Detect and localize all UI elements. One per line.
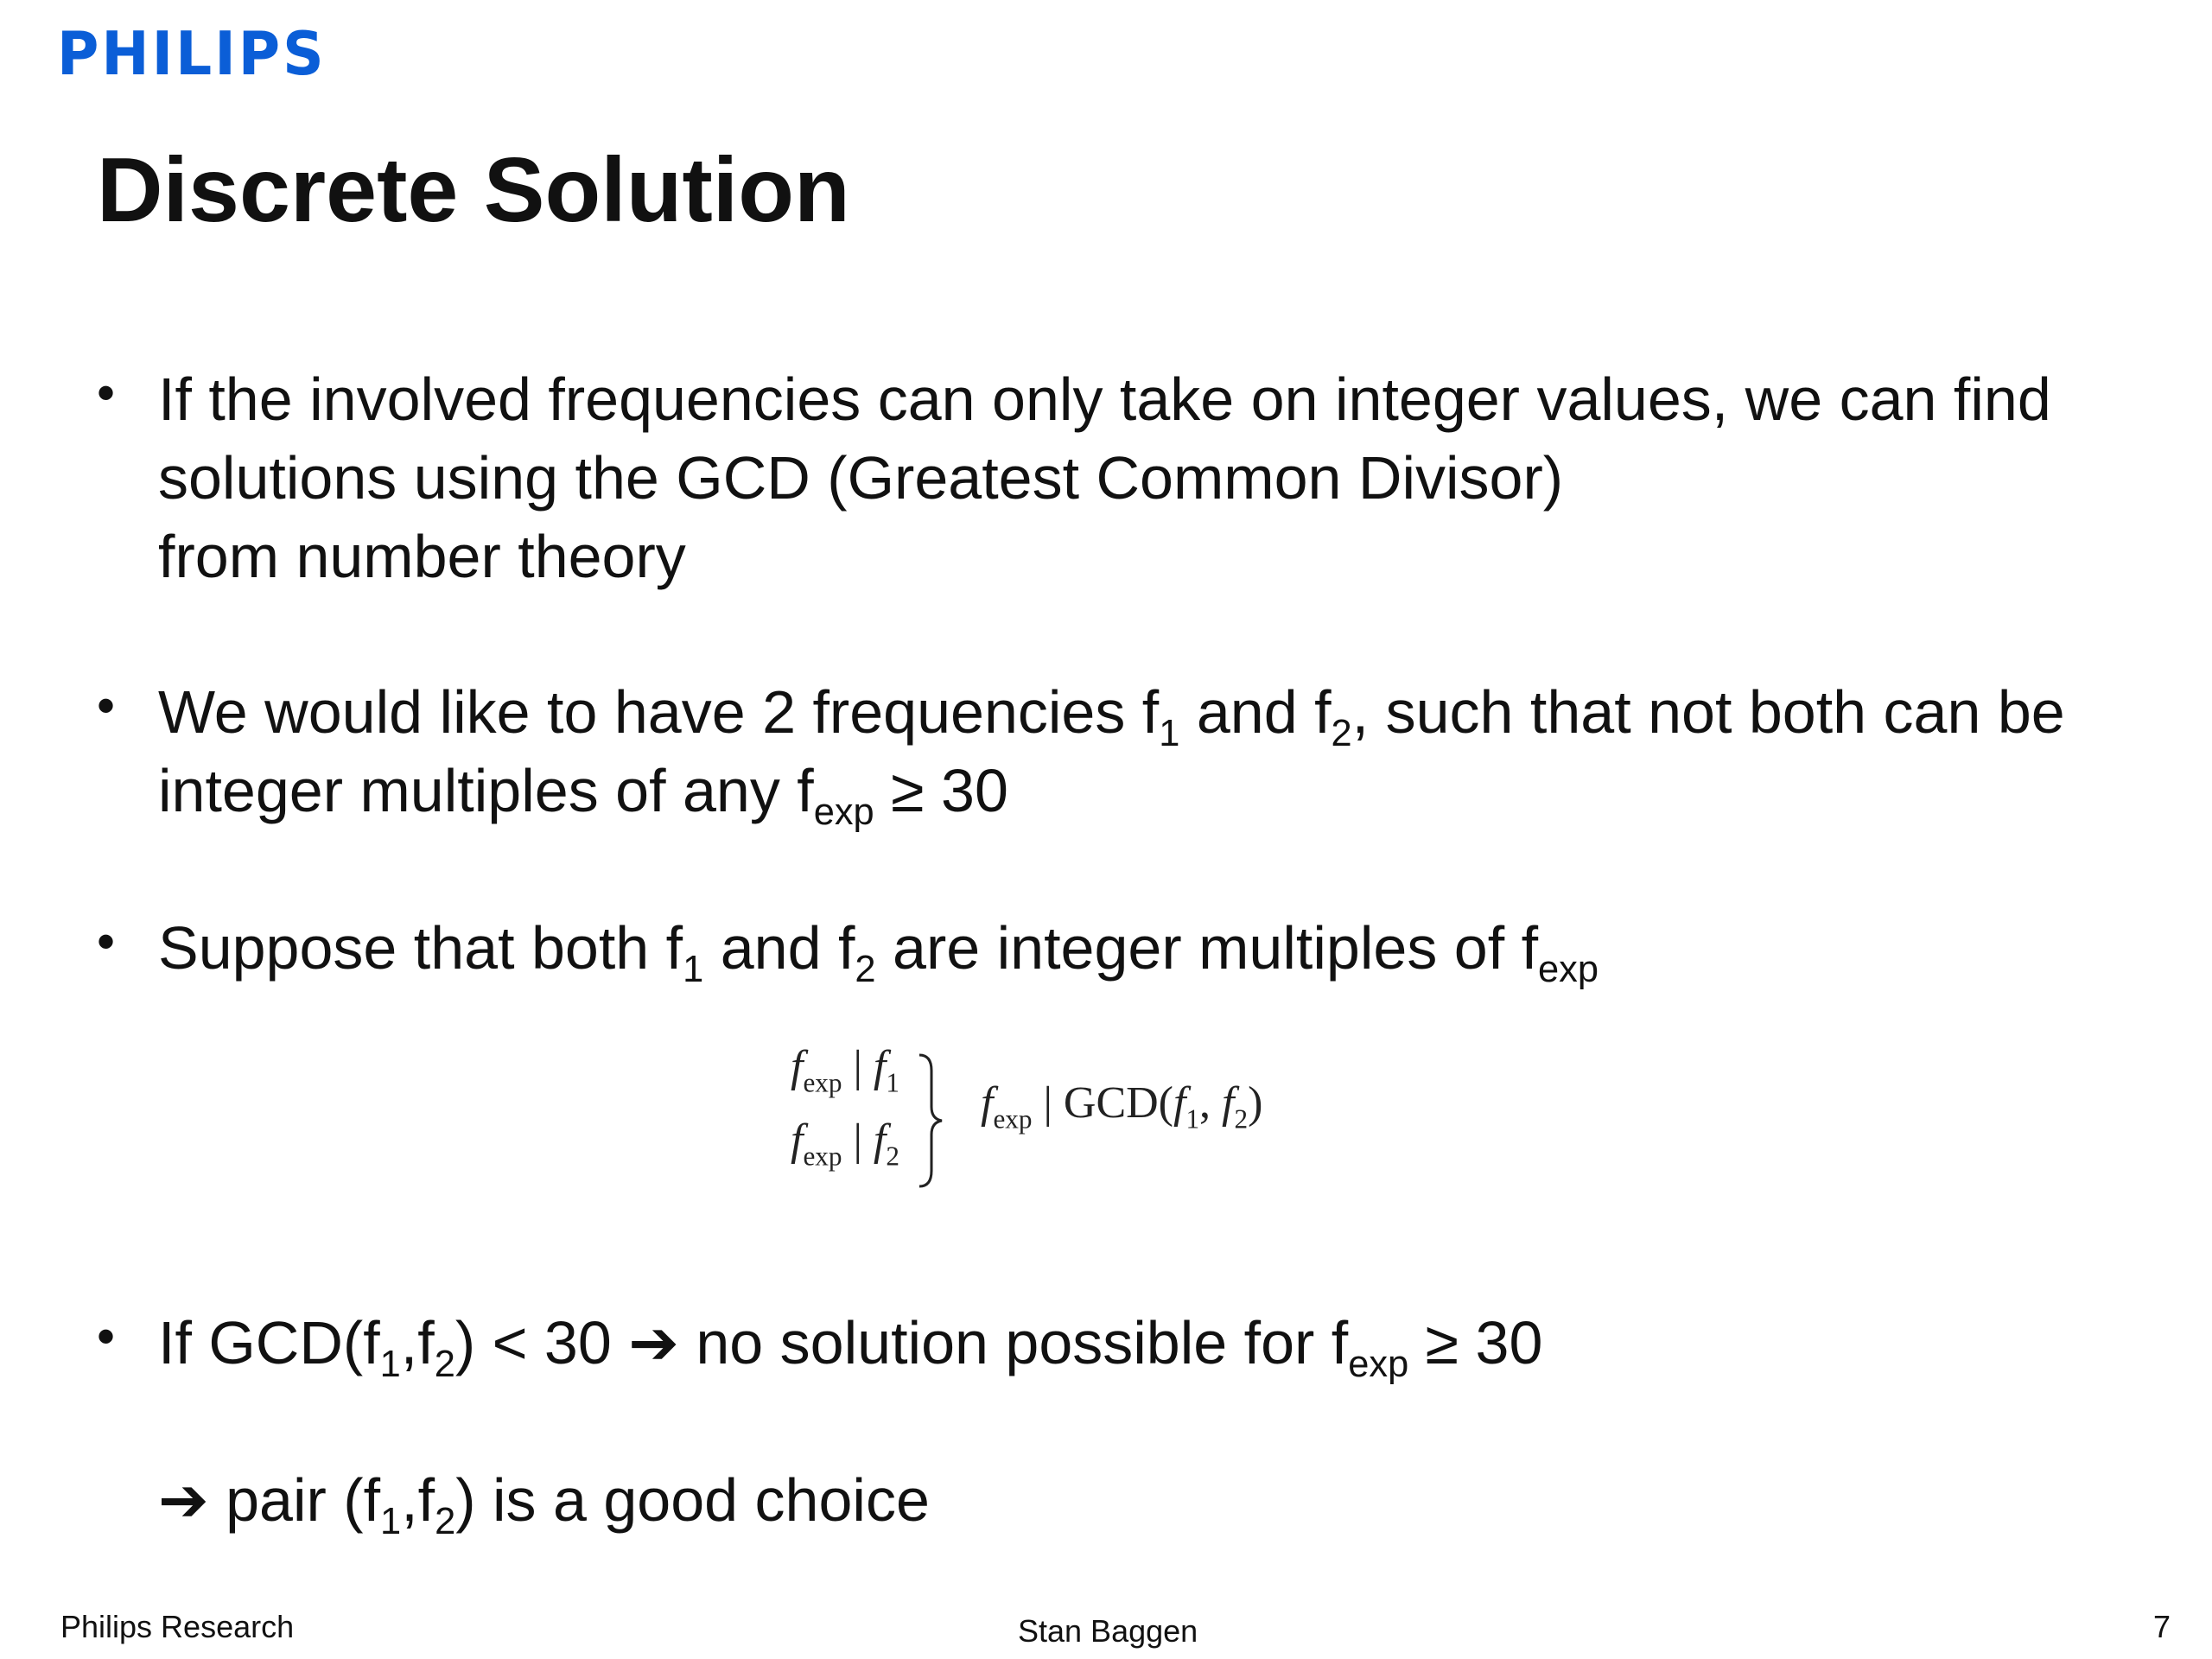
formula-row-2: $f_{exp}$ | $f_2$ <box>791 1116 899 1172</box>
page-number: 7 <box>2153 1609 2171 1644</box>
right-arrow-icon: ➔ <box>628 1307 679 1378</box>
conclusion-line: ➔ pair $(f_1,f_2)$ is a good choice <box>158 1465 930 1543</box>
footer-author: Stan Baggen <box>1018 1613 1198 1649</box>
bullet-2-line-1: We would like to have 2 frequencies $f_1$ and $f_2$, such that not both can be <box>158 678 2065 755</box>
bullet-dot-3: • <box>97 912 116 970</box>
formula-row-1: $f_{exp}$ | $f_1$ <box>791 1042 899 1098</box>
bullet-dot-4: • <box>97 1307 116 1365</box>
bullet-3: Suppose that both $f_1$ and $f_2$ are integer multiples of $f_{exp}$ <box>158 914 1599 991</box>
slide-title: Discrete Solution <box>97 139 850 241</box>
right-brace <box>916 1052 947 1190</box>
philips-logo: PHILIPS <box>57 19 327 89</box>
bullet-1-line-3: from number theory <box>158 523 686 590</box>
footer-left: Philips Research <box>60 1609 295 1644</box>
bullet-dot-1: • <box>97 364 116 422</box>
bullet-2-line-2: integer multiples of any $f_{exp} \ge 30$ <box>158 757 1008 834</box>
right-arrow-icon: ➔ <box>158 1465 209 1535</box>
bullet-1-line-1: If the involved frequencies can only take on integer values, we can find <box>158 365 2051 433</box>
bullet-4: If $GCD(f_1,f_2) < 30$ ➔ no solution possible for $f_{exp} \ge 30$ <box>158 1307 1543 1386</box>
bullet-dot-2: • <box>97 677 116 734</box>
formula-result: $f_{exp}$ | $GCD(f_1$, $f_2$) <box>981 1078 1263 1135</box>
bullet-1-line-2: solutions using the GCD (Greatest Common Divisor) <box>158 444 1564 512</box>
